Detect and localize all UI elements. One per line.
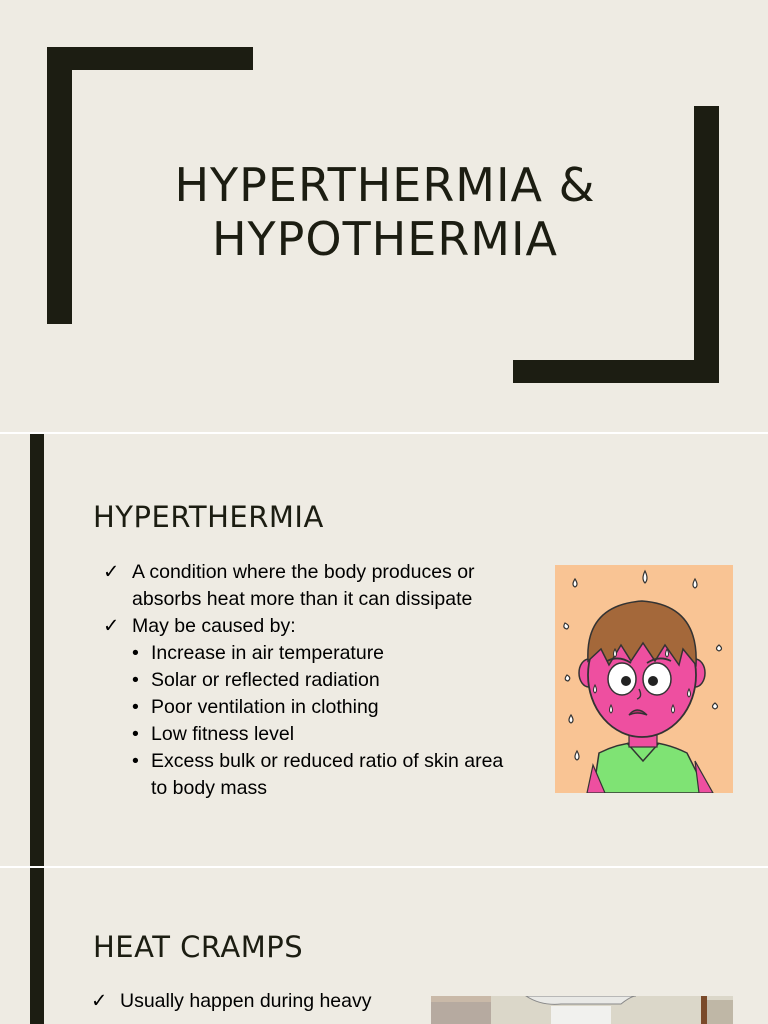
frame-top-left-vertical bbox=[47, 47, 72, 324]
bullet-icon: • bbox=[132, 723, 139, 745]
title-line-1: HYPERTHERMIA & bbox=[174, 158, 596, 212]
sweating-boy-illustration bbox=[555, 565, 733, 793]
slide-heading: HYPERTHERMIA bbox=[93, 500, 324, 534]
sub-list-item: • Increase in air temperature bbox=[103, 640, 503, 667]
bullet-list bbox=[103, 559, 503, 802]
list-item: ✓ May be caused by: bbox=[103, 613, 503, 640]
sub-list-item: • Excess bulk or reduced ratio of skin area to body mass bbox=[132, 750, 504, 799]
sub-list-item: • Solar or reflected radiation bbox=[103, 667, 503, 694]
frame-bottom-right-horizontal bbox=[513, 360, 719, 383]
bullet-icon: • bbox=[132, 669, 139, 691]
list-item: ✓ A condition where the body produces or absorbs heat more than it can dissipate bbox=[103, 561, 475, 610]
frame-top-left-horizontal bbox=[47, 47, 253, 70]
slide-heading: HEAT CRAMPS bbox=[93, 930, 304, 964]
checkmark-icon: ✓ bbox=[103, 615, 120, 637]
heat-cramps-illustration bbox=[431, 996, 733, 1024]
bullet-list bbox=[91, 988, 372, 1015]
list-item: ✓ Usually happen during heavy bbox=[91, 988, 372, 1015]
heat-cramps-slide bbox=[0, 868, 768, 1024]
bullet-icon: • bbox=[132, 642, 139, 664]
hyperthermia-slide bbox=[0, 434, 768, 866]
title-slide bbox=[0, 0, 768, 432]
title-line-2: HYPOTHERMIA bbox=[211, 212, 559, 266]
bullet-icon: • bbox=[132, 750, 139, 772]
slide-accent-bar bbox=[30, 434, 44, 866]
checkmark-icon: ✓ bbox=[91, 990, 108, 1012]
bullet-icon: • bbox=[132, 696, 139, 718]
slide-accent-bar bbox=[30, 868, 44, 1024]
sub-list-item: • Low fitness level bbox=[103, 721, 503, 748]
checkmark-icon: ✓ bbox=[103, 561, 120, 583]
slide-title bbox=[110, 158, 660, 266]
sub-list-item: • Poor ventilation in clothing bbox=[103, 694, 503, 721]
frame-bottom-right-vertical bbox=[694, 106, 719, 383]
